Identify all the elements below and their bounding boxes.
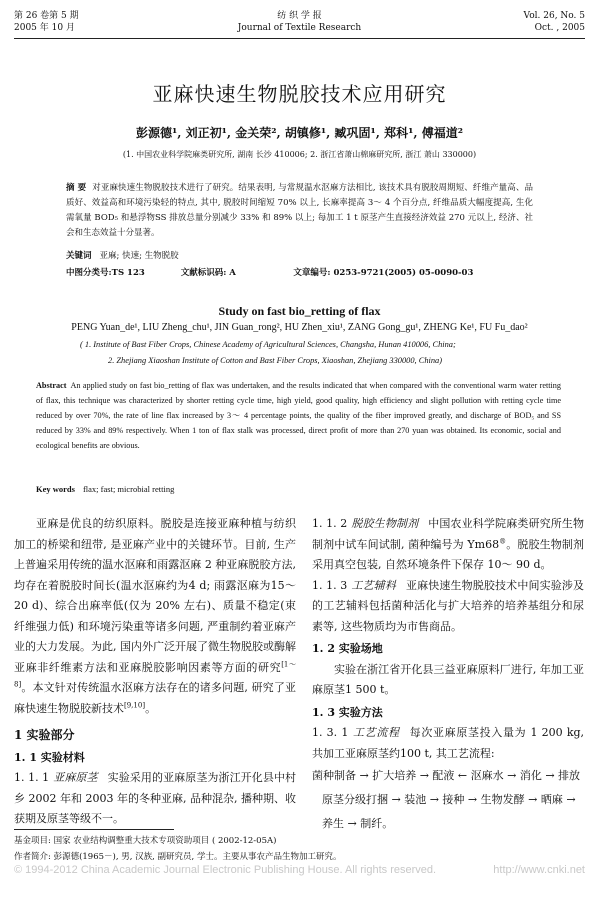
journal-name-en: Journal of Textile Research <box>237 23 362 33</box>
subsection-text-2: 。脱胶生物制剂采用真空包装, 自然环境条件下保存 10～ 90 d。 <box>312 537 585 571</box>
paper-title: 亚麻快速生物脱胶技术应用研究 <box>152 82 447 106</box>
subsection-title: 工艺辅料 <box>351 578 396 592</box>
journal-name-cn: 纺 织 学 报 <box>277 11 322 21</box>
subsection-text: 实验采用的亚麻原茎为浙江开化县中村乡 2002 年和 2003 年的冬种亚麻, 品种混杂, 播种期、收获期及原茎等级不一。 <box>14 771 297 825</box>
flow-line-2: 原茎分级打捆 → 装池 → 接种 → 生物发酵 → 晒麻 → <box>322 793 576 806</box>
abstract-en <box>36 378 561 453</box>
flow-line-1: 菌种制备 → 扩大培养 → 配液 ← 沤麻水 → 消化 → 排放 <box>312 769 581 782</box>
keywords-en-label: Key words <box>36 484 75 494</box>
intro-text-2: 。本文针对传统温水沤麻方法存在的诸多问题, 研究了亚麻快速生物脱胶新技术 <box>14 681 296 715</box>
keywords-en <box>36 484 561 494</box>
subsection-text: 亚麻快速生物脱胶技术中间实验涉及的工艺辅料包括菌种活化与扩大培养的培养基组分和尿素等, 这些物质均为市售商品。 <box>312 578 585 633</box>
subsection-number: 1. 3. 1 <box>312 726 349 739</box>
subsection-1-1-2 <box>312 514 584 576</box>
site-paragraph: 实验在浙江省开化县三益亚麻原料厂进行, 年加工亚麻原茎1 500 t。 <box>312 662 584 696</box>
footnote-author: 作者简介: 彭源德(1965－), 男, 汉族, 副研究员, 学士。主要从事农产品生物加工研究。 <box>14 852 342 862</box>
subsection-title: 脱胶生物制剂 <box>351 517 419 530</box>
body-right-column <box>312 514 584 836</box>
subsection-1-1-3 <box>312 576 584 638</box>
section-heading-1-2: 1. 2 实验场地 <box>312 642 383 655</box>
english-affiliation-1: ( 1. Institute of Bast Fiber Crops, Chinese Academy of Agricultural Sciences, Changsha, Hunan 410006, China; <box>80 340 456 349</box>
keywords-cn <box>66 249 533 261</box>
english-authors: PENG Yuan_de¹, LIU Zheng_chu¹, JIN Guan_rong², HU Zhen_xiu¹, ZANG Gong_gu¹, ZHENG Ke¹, FU Fu_dao² <box>71 322 528 333</box>
watermark-url[interactable]: http://www.cnki.net <box>493 864 585 876</box>
keywords-cn-text: 亚麻; 快速; 生物脱胶 <box>99 251 179 261</box>
subsection-text: 中国农业科学院麻类研究所生物制剂中试车间试制, 菌种编号为 Ym68 <box>312 517 585 551</box>
keywords-en-text: flax; fast; microbial retting <box>82 484 175 494</box>
flow-line-3: 养生 → 制纤。 <box>322 817 394 830</box>
abstract-cn <box>66 181 533 241</box>
subsection-title: 亚麻原茎 <box>53 771 98 784</box>
abstract-cn-label: 摘 要 <box>66 183 87 193</box>
article-number: 文章编号: 0253-9721(2005) 05-0090-03 <box>293 268 474 278</box>
keywords-cn-label: 关键词 <box>66 251 92 261</box>
section-heading-1: 1 实验部分 <box>14 728 75 742</box>
copyright-text: © 1994-2012 China Academic Journal Electronic Publishing House. All rights reserved. <box>14 864 437 876</box>
section-heading-1-1: 1. 1 实验材料 <box>14 750 85 764</box>
copyright-watermark <box>14 864 585 876</box>
abstract-en-text: An applied study on fast bio_retting of flax was undertaken, and the results indicated that when compared with the conventional warm water retting of flax, this technique was characterized by shorter retting cycle time, high yield, good quality, high efficiency and slight pollution with retting cycle time reduced by over 70%, the rate of line flax increased by 3～ 4 percentage points, the quality of the fiber improved greatly, and discharge of BOD₅ and SS reduced by 33% and 89% respectively. When 1 ton of flax stalk was processed, direct profit of more than 270 yuan was obtained. Its economic, social and ecological benefits are obvious. <box>36 381 561 450</box>
clc-number: 中图分类号:TS 123 <box>66 268 145 278</box>
subsection-1-3-1 <box>312 723 584 764</box>
document-code: 文献标识码: A <box>180 268 236 278</box>
registered-mark: ® <box>499 536 507 545</box>
subsection-number: 1. 1. 2 <box>312 517 348 530</box>
abstract-cn-text: 对亚麻快速生物脱胶技术进行了研究。结果表明, 与常规温水沤麻方法相比, 该技术具有脱胶周期短、纤维产量高、品质好、效益高和环境污染轻的特点, 其中, 脱胶时间缩短 70% 以上, 长麻率提高 3～ 4 个百分点, 纤维品质大幅度提高, 生化需氧量 BOD₅ 和悬浮物SS 排放总量分别减少 33% 和 89% 以上; 每加工 1 t 原茎产生直接经济效益 270 元以上, 经济、社会和生态效益十分显著。 <box>66 183 533 238</box>
subsection-text: 每次亚麻原茎投入量为 1 200 kg, 共加工亚麻原茎约100 t, 其工艺流程: <box>312 726 585 760</box>
subsection-title: 工艺流程 <box>352 726 400 739</box>
affiliations: (1. 中国农业科学院麻类研究所, 湖南 长沙 410006; 2. 浙江省萧山棉麻研究所, 浙江 萧山 330000) <box>122 150 477 159</box>
footnote-fund: 基金项目: 国家 农业结构调整重大技术专项资助项目 ( 2002-12-05A) <box>14 836 277 846</box>
header-right <box>524 10 585 34</box>
volume-issue-en: Vol. 26, No. 5 <box>523 11 585 21</box>
subsection-number: 1. 1. 1 <box>14 771 50 784</box>
intro-paragraph <box>14 514 296 719</box>
header-divider <box>14 38 585 39</box>
citation-1-8[interactable]: [1～8] <box>14 659 297 689</box>
citation-9-10[interactable]: [9,10] <box>124 700 146 709</box>
classification-line <box>66 266 533 278</box>
issue-date-en: Oct. , 2005 <box>534 23 585 33</box>
intro-text: 亚麻是优良的纺织原料。脱胶是连接亚麻种植与纺织加工的桥梁和纽带, 是亚麻产业中的关键环节。目前, 生产上普遍采用传统的温水沤麻和雨露沤麻 2 种亚麻脱胶方法, 均存在着脱胶时间长(温水沤麻约为4 d; 雨露沤麻为15～ 20 d)、综合出麻率低(仅为 20% 左右)、质量不稳定(束纤维强力低) 和环境污染重等诸多问题, 严重制约着亚麻产业的大力发展。为此, 国内外广泛开展了微生物脱胶或酶解亚麻非纤维素方法和亚麻脱胶影响因素等方面的研究 <box>14 517 296 674</box>
footnote-divider <box>14 829 174 830</box>
subsection-number: 1. 1. 3 <box>312 578 348 592</box>
running-header <box>14 10 585 36</box>
volume-issue: 第 26 卷第 5 期 <box>14 11 79 21</box>
subsection-1-1-1 <box>14 768 296 830</box>
intro-end: 。 <box>145 701 157 715</box>
author-list: 彭源德¹, 刘正初¹, 金关荣², 胡镇修¹, 臧巩固¹, 郑科¹, 傅福道² <box>136 126 463 140</box>
process-flow-diagram <box>312 764 584 836</box>
english-affiliation-2: 2. Zhejiang Xiaoshan Institute of Cotton and Bast Fiber Crops, Xiaoshan, Zhejiang 330000, China) <box>108 356 442 365</box>
body-left-column <box>14 514 296 830</box>
header-center <box>14 10 585 34</box>
abstract-en-label: Abstract <box>36 381 67 390</box>
english-title: Study on fast bio_retting of flax <box>218 304 381 318</box>
issue-date: 2005 年 10 月 <box>14 23 75 33</box>
section-heading-1-3: 1. 3 实验方法 <box>312 705 383 719</box>
